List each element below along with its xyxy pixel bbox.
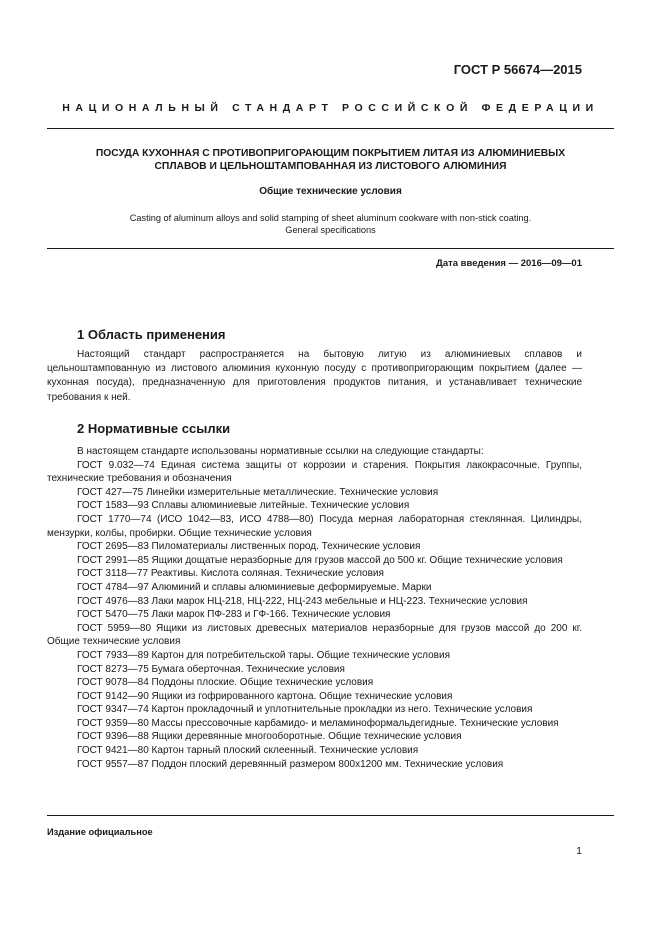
references-list [47, 445, 582, 771]
divider-footer [47, 815, 614, 816]
references-intro: В настоящем стандарте использованы нормативные ссылки на следующие стандарты: [77, 446, 484, 457]
reference-item: ГОСТ 5959—80 Ящики из листовых древесных материалов неразборные для грузов массой до 200 кг. Общие технические условия [47, 622, 582, 648]
reference-item: ГОСТ 1583—93 Сплавы алюминиевые литейные. Технические условия [77, 500, 410, 512]
section-1-text: Настоящий стандарт распространяется на бытовую литую из алюминиевых сплавов и цельноштампованную из листового алюминия кухонную посуду с противопригорающим покрытием (далее — кухонная посуда), предназначенную для приготовления продуктов питания, и устанавливает технические требования к ней. [47, 349, 582, 403]
english-title-line-2: General specifications [285, 224, 376, 235]
reference-item: ГОСТ 5470—75 Лаки марок ПФ-283 и ГФ-166. Технические условия [77, 609, 391, 621]
reference-item: ГОСТ 4976—83 Лаки марок НЦ-218, НЦ-222, НЦ-243 мебельные и НЦ-223. Технические условия [77, 595, 528, 607]
reference-item: ГОСТ 9.032—74 Единая система защиты от коррозии и старения. Покрытия лакокрасочные. Группы, технические требования и обозначения [47, 459, 582, 485]
reference-item: ГОСТ 427—75 Линейки измерительные металлические. Технические условия [77, 486, 439, 498]
divider-top [47, 128, 614, 129]
english-title-line-1: Casting of aluminum alloys and solid stamping of sheet aluminum cookware with non-stick coating. [129, 213, 532, 223]
gost-code: ГОСТ Р 56674—2015 [453, 62, 582, 77]
section-2-heading: 2 Нормативные ссылки [77, 421, 231, 436]
title-line-2: СПЛАВОВ И ЦЕЛЬНОШТАМПОВАННАЯ ИЗ ЛИСТОВОГО АЛЮМИНИЯ [154, 161, 507, 172]
reference-item: ГОСТ 2991—85 Ящики дощатые неразборные для грузов массой до 500 кг. Общие технические условия [77, 554, 563, 566]
reference-item: ГОСТ 9396—88 Ящики деревянные многооборотные. Общие технические условия [77, 731, 462, 743]
reference-item: ГОСТ 8273—75 Бумага оберточная. Технические условия [77, 663, 345, 675]
document-title [47, 147, 614, 173]
effective-date: Дата введения — 2016—09—01 [436, 258, 582, 269]
english-title [47, 213, 614, 236]
divider-middle [47, 248, 614, 249]
reference-item: ГОСТ 9557—87 Поддон плоский деревянный размером 800x1200 мм. Технические условия [77, 758, 504, 770]
title-line-1: ПОСУДА КУХОННАЯ С ПРОТИВОПРИГОРАЮЩИМ ПОКРЫТИЕМ ЛИТАЯ ИЗ АЛЮМИНИЕВЫХ [95, 148, 566, 159]
document-subtitle: Общие технические условия [259, 186, 402, 197]
official-edition-label: Издание официальное [47, 827, 153, 837]
reference-item: ГОСТ 9421—80 Картон тарный плоский склеенный. Технические условия [77, 745, 419, 757]
reference-item: ГОСТ 2695—83 Пиломатериалы лиственных пород. Технические условия [77, 541, 421, 553]
section-1-body [47, 348, 582, 405]
section-1-heading: 1 Область применения [77, 327, 226, 342]
reference-item: ГОСТ 9359—80 Массы прессовочные карбамидо- и меламиноформальдегидные. Технические условия [77, 717, 559, 729]
reference-item: ГОСТ 1770—74 (ИСО 1042—83, ИСО 4788—80) Посуда мерная лабораторная стеклянная. Цилиндры, мензурки, колбы, пробирки. Общие технические условия [47, 513, 582, 539]
reference-item: ГОСТ 7933—89 Картон для потребительской тары. Общие технические условия [77, 649, 450, 661]
national-standard-banner: НАЦИОНАЛЬНЫЙ СТАНДАРТ РОССИЙСКОЙ ФЕДЕРАЦИИ [62, 102, 599, 114]
reference-item: ГОСТ 9078—84 Поддоны плоские. Общие технические условия [77, 677, 374, 689]
page-number: 1 [576, 845, 582, 857]
reference-item: ГОСТ 4784—97 Алюминий и сплавы алюминиевые деформируемые. Марки [77, 581, 432, 593]
reference-item: ГОСТ 3118—77 Реактивы. Кислота соляная. Технические условия [77, 568, 384, 580]
reference-item: ГОСТ 9142—90 Ящики из гофрированного картона. Общие технические условия [77, 690, 453, 702]
reference-item: ГОСТ 9347—74 Картон прокладочный и уплотнительные прокладки из него. Технические условия [77, 704, 533, 716]
